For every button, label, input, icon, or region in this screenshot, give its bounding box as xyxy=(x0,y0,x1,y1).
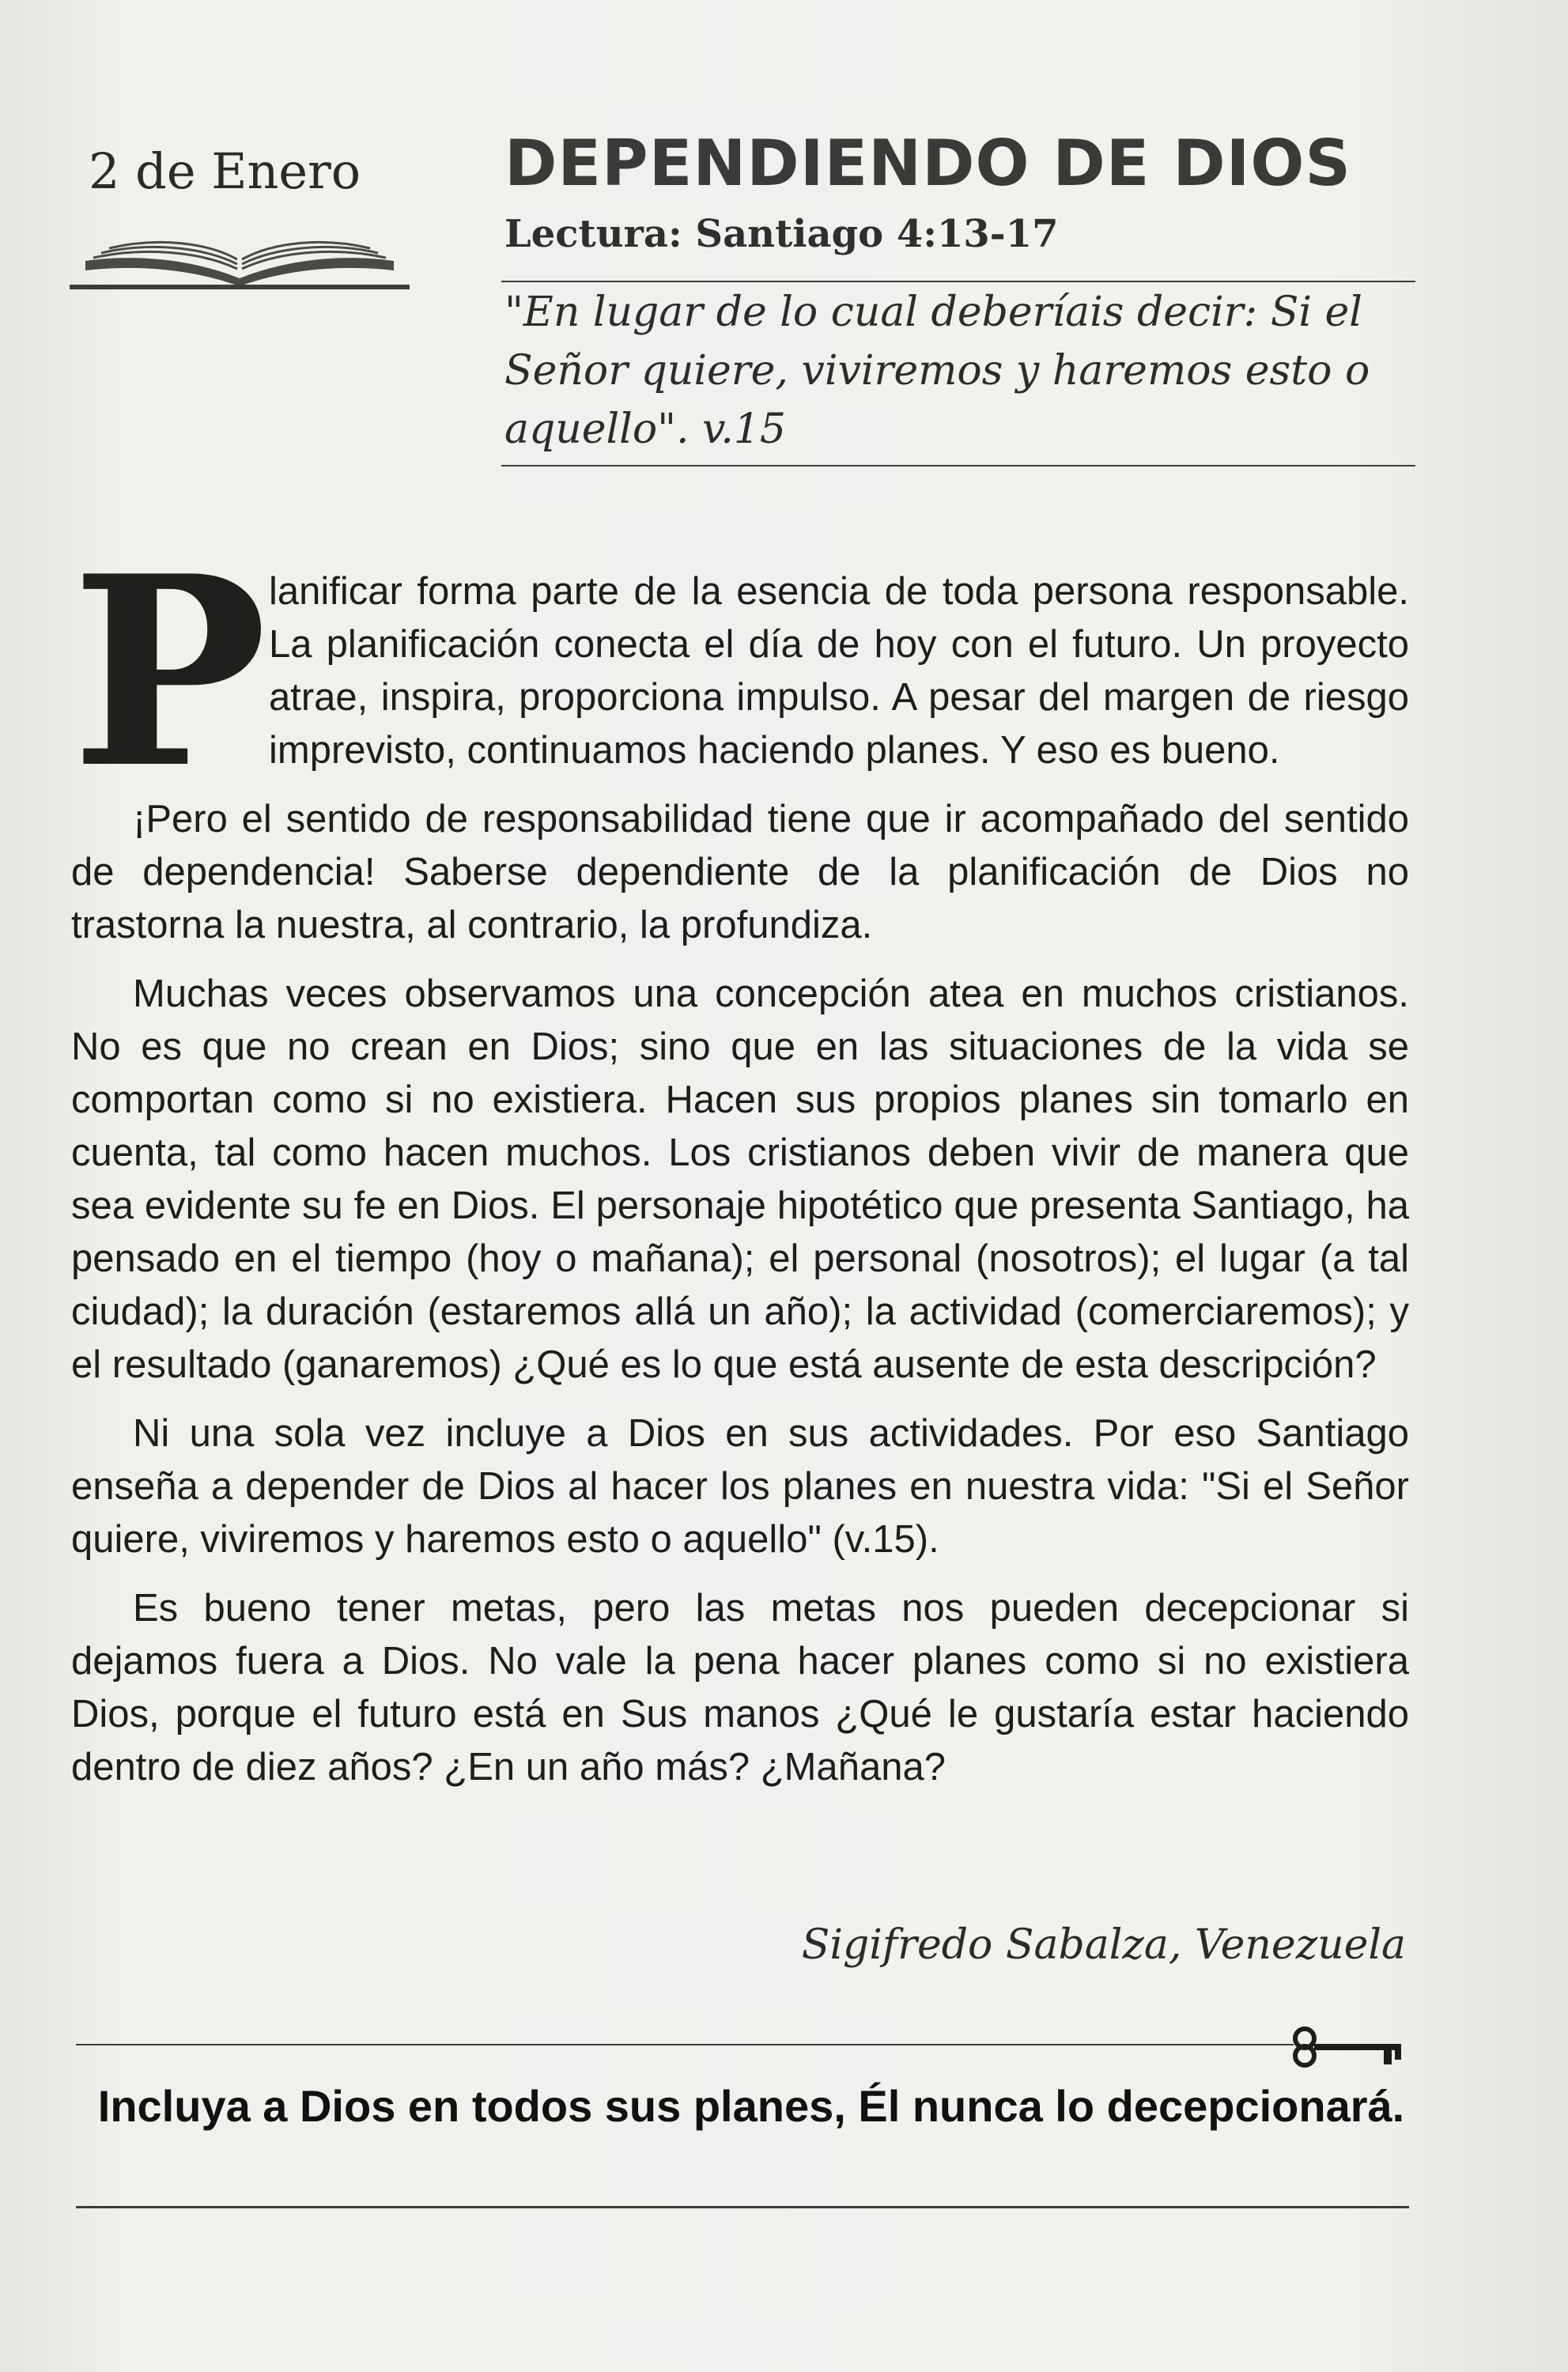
drop-cap: P xyxy=(71,519,268,825)
key-icon xyxy=(1287,2023,1406,2070)
key-verse: "En lugar de lo cual deberíais decir: Si el Señor quiere, viviremos y haremos esto o aquello". v.15 xyxy=(504,289,1370,453)
verse-top-rule xyxy=(501,281,1415,282)
thought-top-rule xyxy=(76,2044,1294,2045)
author-signature: Sigifredo Sabalza, Venezuela xyxy=(801,1921,1406,1969)
paragraph: lanificar forma parte de la esencia de toda persona responsable. La planificación conecta el día de hoy con el futuro. Un proyecto atrae, inspira, proporciona impulso. A pesar del margen de riesgo imprevisto, continuamos haciendo planes. Y eso es bueno. xyxy=(269,570,1409,772)
thought-of-the-day: Incluya a Dios en todos sus planes, Él nunca lo decepcionará. xyxy=(97,2081,1405,2131)
page-title: DEPENDIENDO DE DIOS xyxy=(504,127,1352,200)
paragraph: ¡Pero el sentido de responsabilidad tiene que ir acompañado del sentido de dependencia! Saberse dependiente de la planificación de Dios no trastorna la nuestra, al contrario, la profundiza. xyxy=(71,798,1409,946)
paragraph: Es bueno tener metas, pero las metas nos pueden decepcionar si dejamos fuera a Dios. No vale la pena hacer planes como si no existiera Dios, porque el futuro está en Sus manos ¿Qué le gustaría estar haciendo dentro de diez años? ¿En un año más? ¿Mañana? xyxy=(71,1587,1409,1788)
paragraph: Ni una sola vez incluye a Dios en sus actividades. Por eso Santiago enseña a depender de Dios al hacer los planes en nuestra vida: "Si el Señor quiere, viviremos y haremos esto o aquello" (v.15). xyxy=(71,1412,1409,1561)
devotional-body xyxy=(71,565,1409,1810)
page-date: 2 de Enero xyxy=(89,142,361,200)
thought-bottom-rule xyxy=(76,2206,1409,2208)
scripture-reading: Lectura: Santiago 4:13-17 xyxy=(504,212,1059,256)
verse-bottom-rule xyxy=(501,465,1415,466)
open-book-icon xyxy=(70,229,410,293)
paragraph: Muchas veces observamos una concepción atea en muchos cristianos. No es que no crean en Dios; sino que en las situaciones de la vida se comportan como si no existiera. Hacen sus propios planes sin tomarlo en cuenta, tal como hacen muchos. Los cristianos deben vivir de manera que sea evidente su fe en Dios. El personaje hipotético que presenta Santiago, ha pensado en el tiempo (hoy o mañana); el personal (nosotros); el lugar (a tal ciudad); la duración (estaremos allá un año); la actividad (comerciaremos); y el resultado (ganaremos) ¿Qué es lo que está ausente de esta descripción? xyxy=(71,973,1409,1386)
